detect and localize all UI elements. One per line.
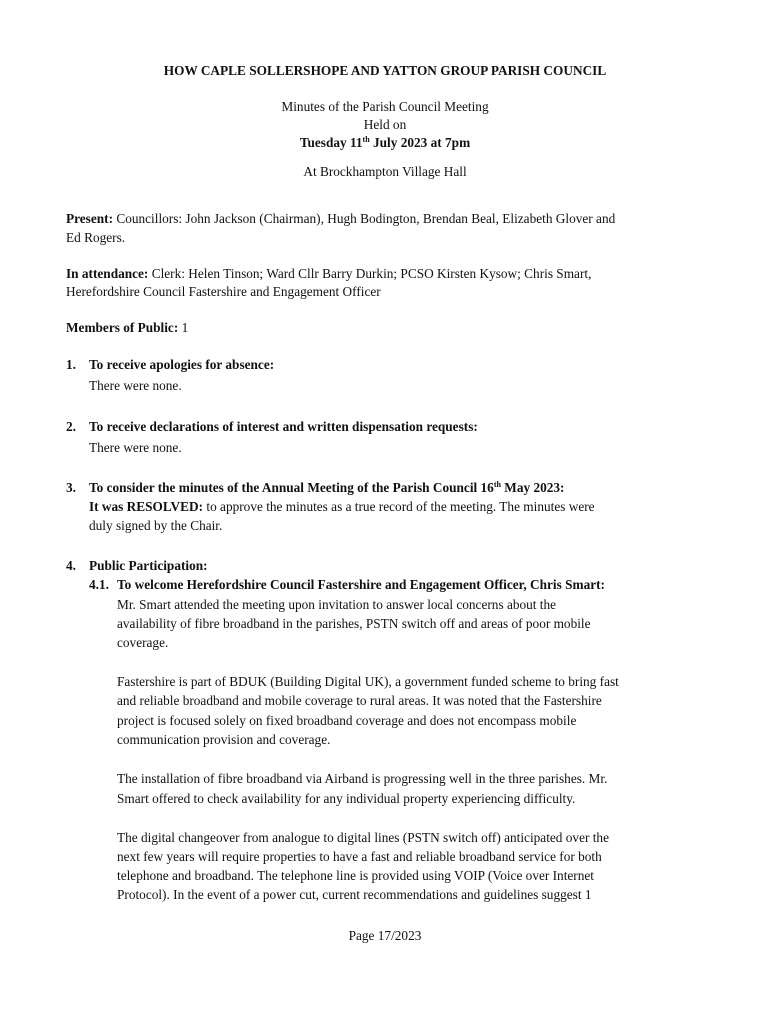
paragraph-line: The digital changeover from analogue to digital lines (PSTN switch off) anticipated over the [117,830,609,845]
paragraph-line: next few years will require properties to have a fast and reliable broadband service for both [117,849,602,864]
meeting-title: Minutes of the Parish Council Meeting [281,99,489,114]
item-4-1-title: To welcome Herefordshire Council Fastershire and Engagement Officer, Chris Smart: [117,577,605,592]
page-number: Page 17/2023 [348,928,422,943]
attendance-line-1: In attendance: Clerk: Helen Tinson; Ward Cllr Barry Durkin; PCSO Kirsten Kysow; Chris Smart, [66,266,592,281]
meeting-venue: At Brockhampton Village Hall [303,164,467,179]
item-1-number: 1. [66,357,76,372]
present-line-1: Present: Councillors: John Jackson (Chairman), Hugh Bodington, Brendan Beal, Elizabeth Glover and [66,211,616,226]
held-on: Held on [363,117,407,132]
paragraph-line: and reliable broadband and mobile coverage to rural areas. It was noted that the Fastershire [117,693,602,708]
meeting-date: Tuesday 11th July 2023 at 7pm [299,135,471,150]
paragraph-line: coverage. [117,635,169,650]
paragraph-line: project is focused solely on fixed broadband coverage and does not encompass mobile [117,713,577,728]
item-4-1-number: 4.1. [89,577,109,592]
item-3-title: To consider the minutes of the Annual Meeting of the Parish Council 16th May 2023: [89,480,565,495]
paragraph-line: Mr. Smart attended the meeting upon invitation to answer local concerns about the [117,597,557,612]
paragraph-line: Protocol). In the event of a power cut, current recommendations and guidelines suggest 1 [117,887,592,902]
attendance-line-2: Herefordshire Council Fastershire and Engagement Officer [66,284,381,299]
item-2-title: To receive declarations of interest and written dispensation requests: [89,419,478,434]
item-1-title: To receive apologies for absence: [89,357,275,372]
item-3-resolution-line-1: It was RESOLVED: to approve the minutes as a true record of the meeting. The minutes were [89,499,595,514]
item-1-body: There were none. [89,378,182,393]
item-3-resolution-line-2: duly signed by the Chair. [89,518,223,533]
item-3-number: 3. [66,480,76,495]
paragraph-line: The installation of fibre broadband via Airband is progressing well in the three parishes. Mr. [117,771,608,786]
council-name: HOW CAPLE SOLLERSHOPE AND YATTON GROUP PARISH COUNCIL [163,63,607,78]
members-of-public: Members of Public: 1 [66,320,189,335]
item-2-body: There were none. [89,440,182,455]
paragraph-line: telephone and broadband. The telephone line is provided using VOIP (Voice over Internet [117,868,594,883]
item-2-number: 2. [66,419,76,434]
present-line-2: Ed Rogers. [66,230,126,245]
paragraph-line: communication provision and coverage. [117,732,331,747]
paragraph-line: availability of fibre broadband in the parishes, PSTN switch off and areas of poor mobile [117,616,591,631]
paragraph-line: Fastershire is part of BDUK (Building Digital UK), a government funded scheme to bring fast [117,674,619,689]
paragraph-line: Smart offered to check availability for any individual property experiencing difficulty. [117,791,576,806]
item-4-title: Public Participation: [89,558,208,573]
item-4-number: 4. [66,558,76,573]
